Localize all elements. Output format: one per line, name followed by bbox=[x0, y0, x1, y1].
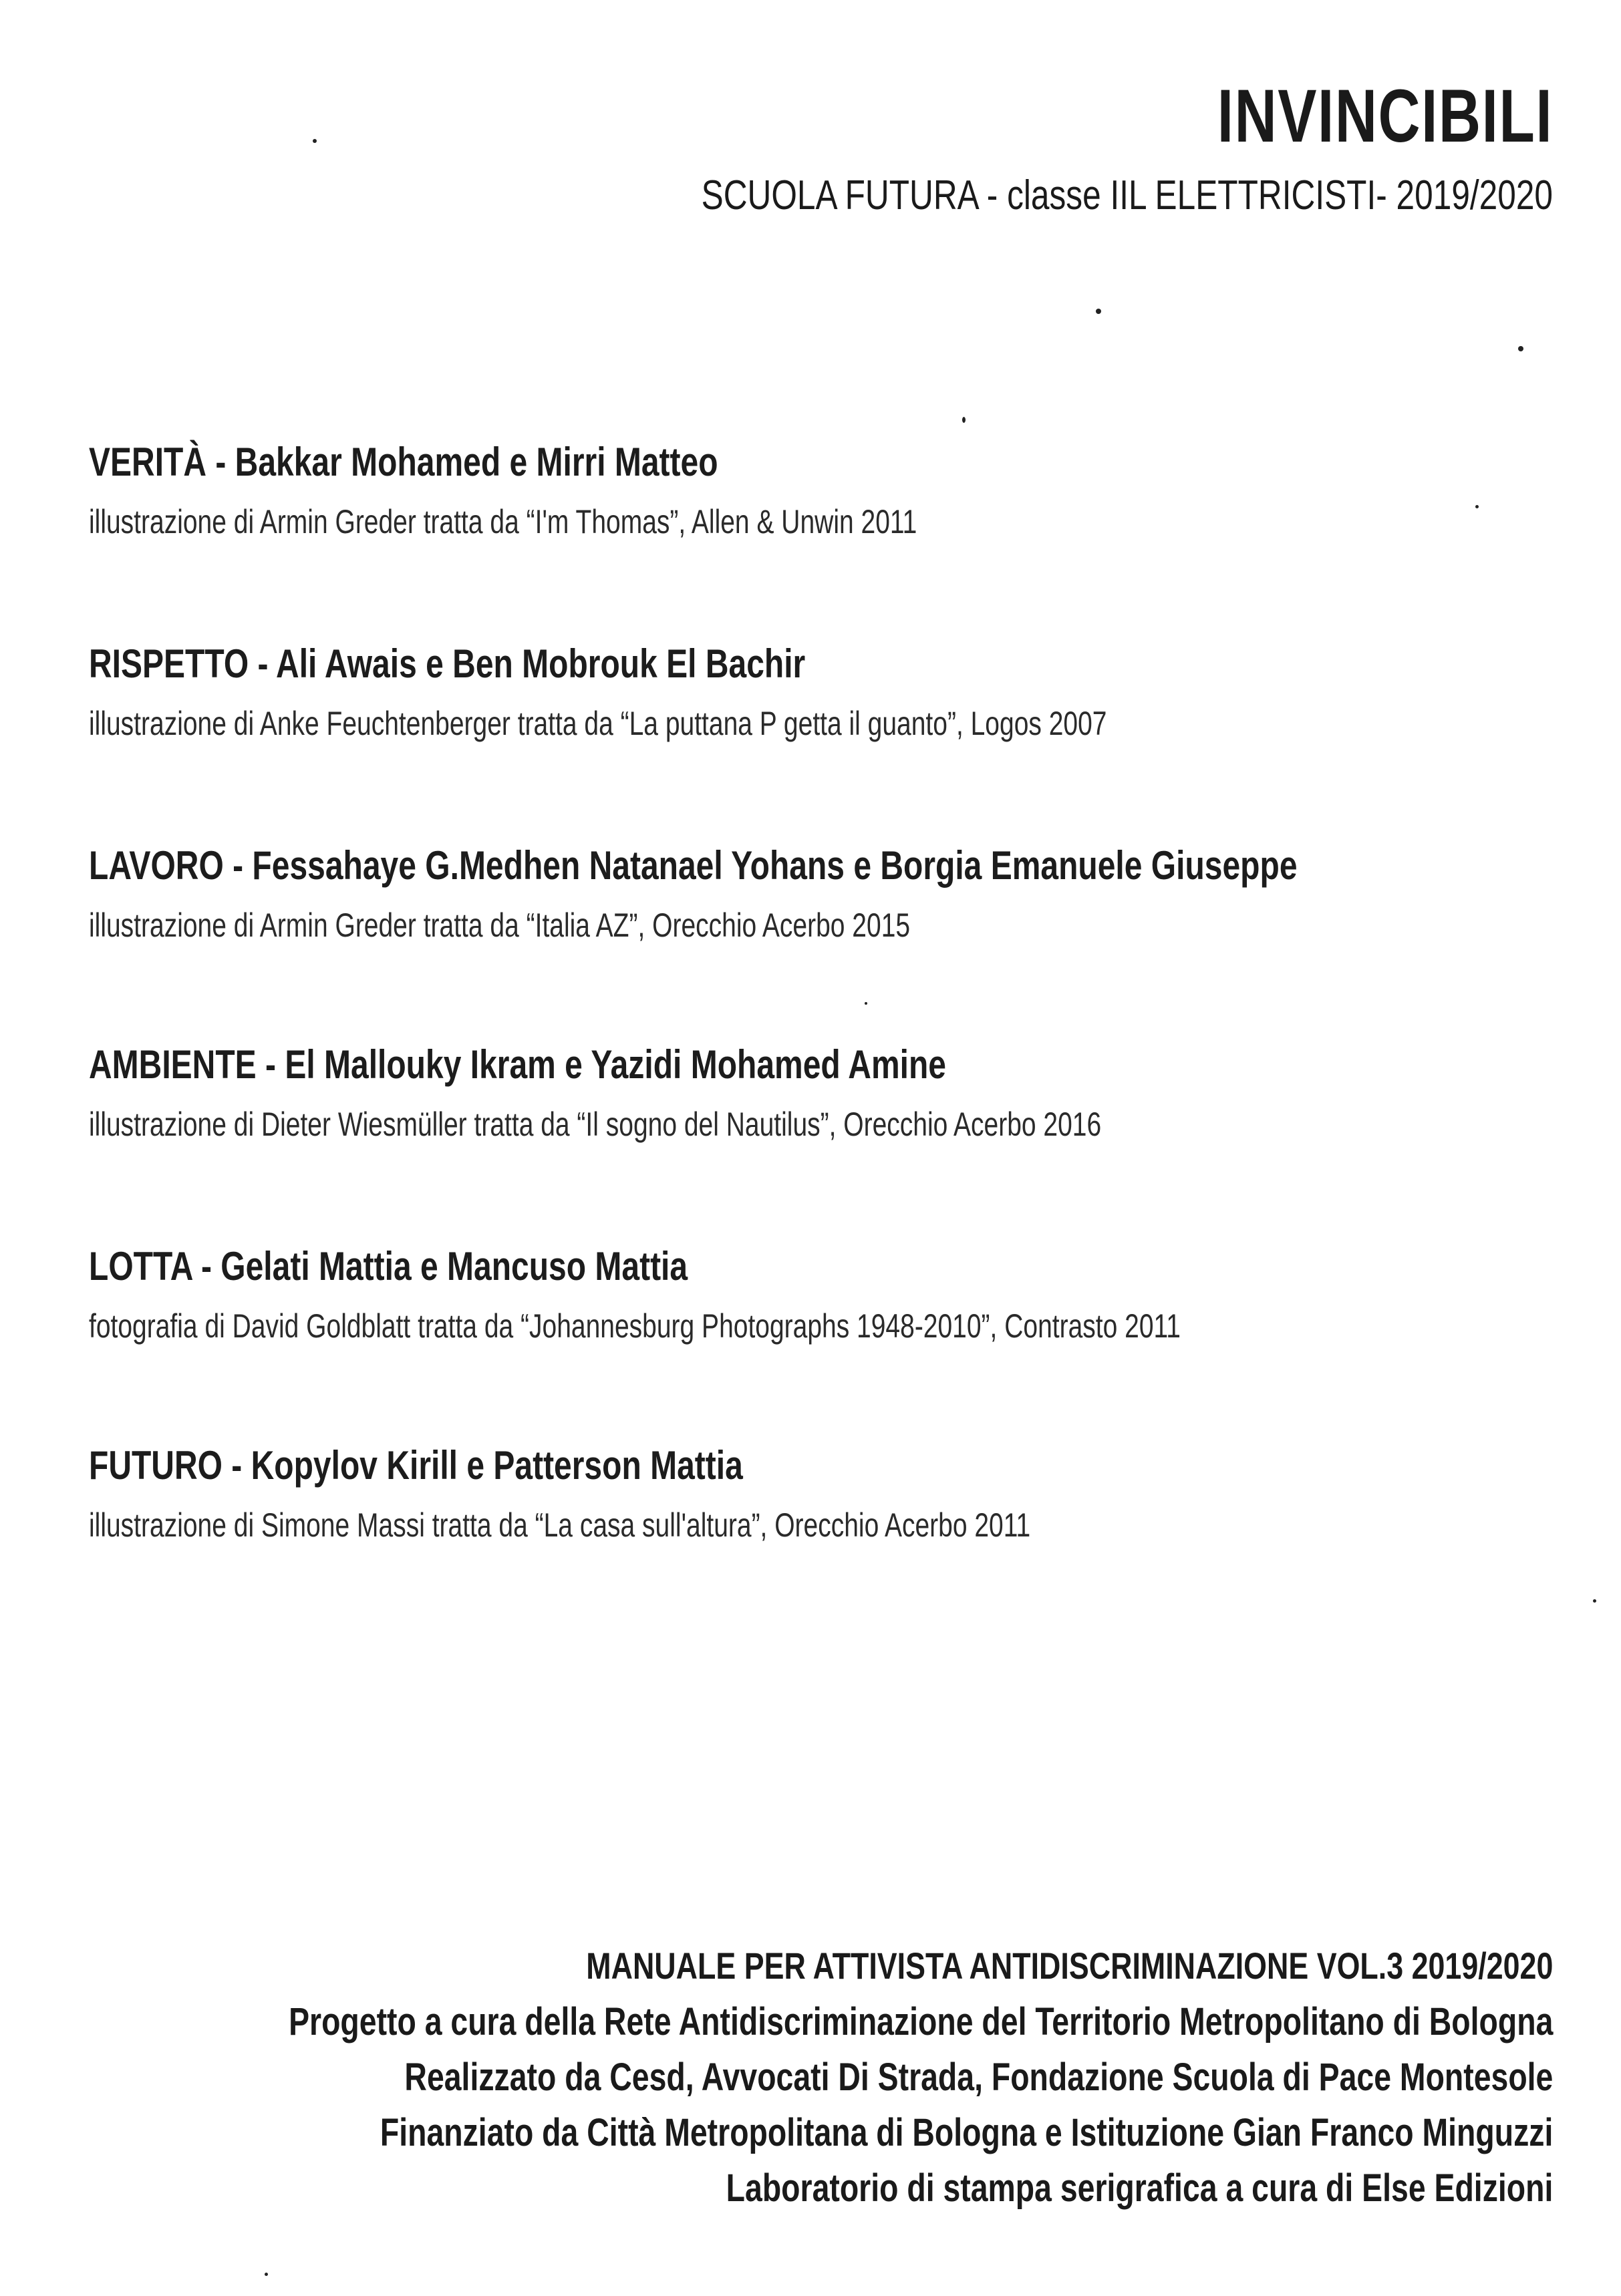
scan-speck bbox=[1475, 505, 1479, 508]
entry-credit: illustrazione di Armin Greder tratta da “Italia AZ”, Orecchio Acerbo 2015 bbox=[89, 907, 911, 944]
colophon bbox=[0, 1947, 1553, 2225]
entry-ambiente bbox=[89, 1042, 1387, 1143]
entry-heading: LAVORO - Fessahaye G.Medhen Natanael Yohans e Borgia Emanuele Giuseppe bbox=[89, 843, 1298, 888]
colophon-line: Realizzato da Cesd, Avvocati Di Strada, Fondazione Scuola di Pace Montesole bbox=[404, 2056, 1553, 2099]
entry-credit: illustrazione di Armin Greder tratta da “I'm Thomas”, Allen & Unwin 2011 bbox=[89, 503, 917, 540]
colophon-line: Progetto a cura della Rete Antidiscriminazione del Territorio Metropolitano di Bologna bbox=[288, 2000, 1553, 2043]
scan-speck bbox=[962, 417, 966, 423]
colophon-line: Finanziato da Città Metropolitana di Bologna e Istituzione Gian Franco Minguzzi bbox=[380, 2111, 1553, 2154]
entry-credit: illustrazione di Dieter Wiesmüller tratta da “Il sogno del Nautilus”, Orecchio Acerbo 2016 bbox=[89, 1106, 1102, 1143]
entry-credit: illustrazione di Simone Massi tratta da “La casa sull'altura”, Orecchio Acerbo 2011 bbox=[89, 1506, 1031, 1544]
entry-heading: LOTTA - Gelati Mattia e Mancuso Mattia bbox=[89, 1244, 688, 1289]
scan-speck bbox=[1096, 309, 1101, 314]
page-title: INVINCIBILI bbox=[1217, 74, 1553, 158]
entry-futuro bbox=[89, 1443, 1296, 1544]
scan-speck bbox=[1518, 346, 1523, 351]
entry-credit: fotografia di David Goldblatt tratta da “Johannesburg Photographs 1948-2010”, Contrasto 2011 bbox=[89, 1307, 1181, 1345]
colophon-line: Laboratorio di stampa serigrafica a cura di Else Edizioni bbox=[726, 2166, 1553, 2210]
entry-heading: AMBIENTE - El Mallouky Ikram e Yazidi Mohamed Amine bbox=[89, 1042, 946, 1087]
entry-lavoro bbox=[89, 843, 1600, 944]
colophon-heading: MANUALE PER ATTIVISTA ANTIDISCRIMINAZIONE VOL.3 2019/2020 bbox=[585, 1945, 1554, 1987]
scan-speck bbox=[265, 2273, 268, 2276]
entry-verita bbox=[89, 442, 1151, 538]
entry-rispetto bbox=[89, 641, 1394, 742]
entry-heading: VERITÀ - Bakkar Mohamed e Mirri Matteo bbox=[89, 440, 718, 484]
entry-lotta bbox=[89, 1244, 1489, 1345]
scan-speck bbox=[865, 1002, 867, 1005]
scan-speck bbox=[1593, 1599, 1596, 1603]
scan-speck bbox=[313, 139, 317, 143]
page-subtitle: SCUOLA FUTURA - classe IIL ELETTRICISTI- 2019/2020 bbox=[701, 172, 1553, 218]
entry-heading: FUTURO - Kopylov Kirill e Patterson Mattia bbox=[89, 1443, 743, 1488]
entry-heading: RISPETTO - Ali Awais e Ben Mobrouk El Bachir bbox=[89, 641, 806, 686]
entry-credit: illustrazione di Anke Feuchtenberger tratta da “La puttana P getta il guanto”, Logos 2007 bbox=[89, 705, 1107, 742]
